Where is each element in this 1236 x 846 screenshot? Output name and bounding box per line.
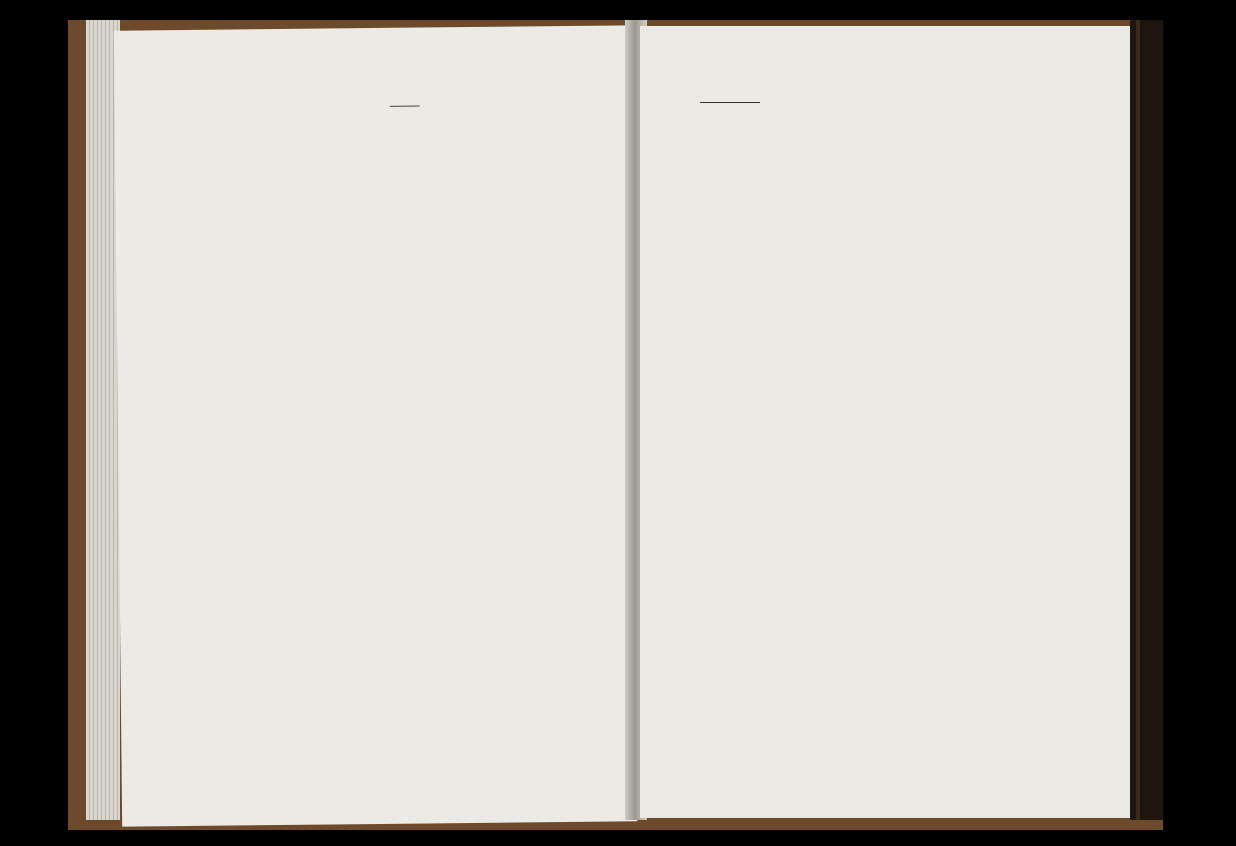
total-label	[712, 103, 724, 104]
section-heading	[201, 115, 608, 119]
total-value	[724, 103, 736, 104]
right-page	[640, 26, 1130, 818]
book-spine-edge	[1130, 20, 1163, 820]
total-unit	[736, 103, 748, 104]
right-page-text	[672, 96, 1106, 121]
table-total-row	[700, 103, 760, 104]
paragraph-bereiding	[201, 115, 608, 119]
paragraph-eigenschappen	[201, 115, 608, 119]
divider	[389, 106, 419, 107]
intro-paragraph	[201, 98, 608, 102]
paragraph-hoofdbestanddeel	[201, 115, 608, 119]
paragraph-cajoepoeti	[201, 115, 608, 119]
left-page-text	[201, 98, 608, 119]
import-table	[700, 102, 760, 103]
paragraph-bezittingen	[201, 115, 608, 119]
left-page	[114, 25, 637, 826]
